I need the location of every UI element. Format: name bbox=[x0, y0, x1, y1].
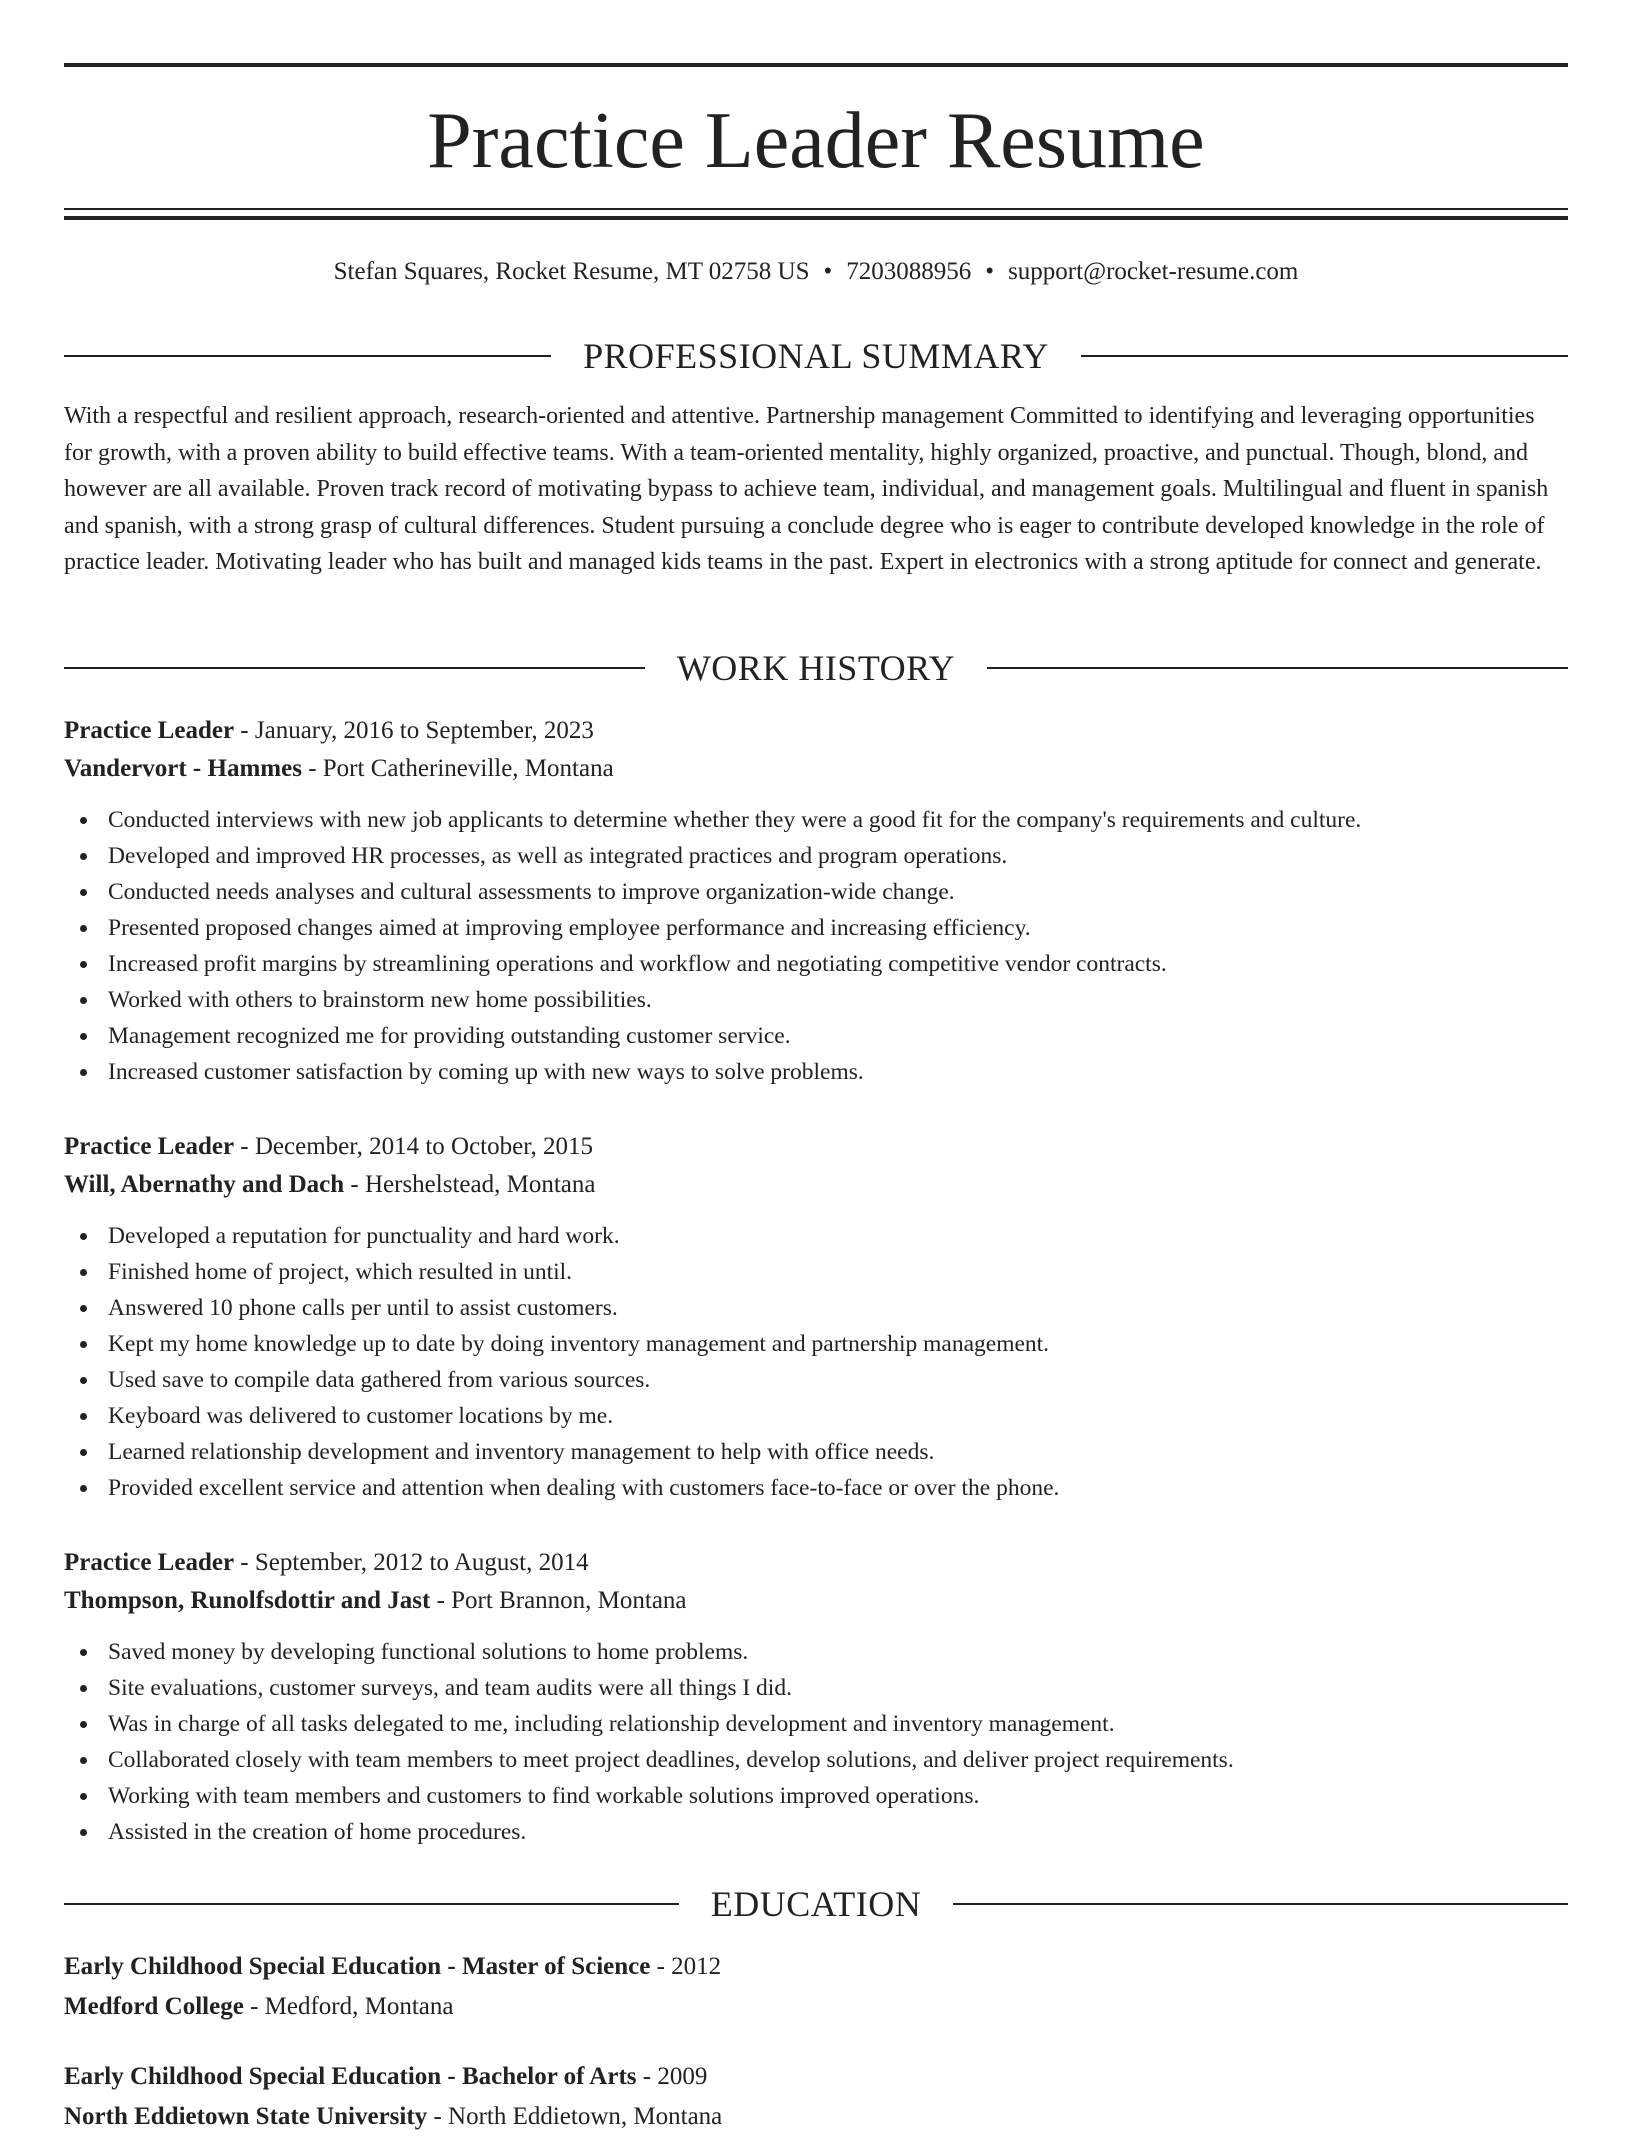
job-bullets bbox=[64, 802, 1568, 1090]
education-entry bbox=[64, 1948, 1568, 2026]
education-year: - 2009 bbox=[636, 2063, 708, 2090]
list-item: Saved money by developing functional solutions to home problems. bbox=[108, 1634, 1568, 1670]
job-title: Practice Leader bbox=[64, 717, 235, 744]
list-item: Provided excellent service and attention when dealing with customers face-to-face or over the phone. bbox=[108, 1470, 1568, 1506]
job-company: Thompson, Runolfsdottir and Jast bbox=[64, 1587, 431, 1614]
list-item: Site evaluations, customer surveys, and team audits were all things I did. bbox=[108, 1670, 1568, 1706]
education-degree: Early Childhood Special Education - Master of Science bbox=[64, 1953, 651, 1980]
list-item: Finished home of project, which resulted in until. bbox=[108, 1254, 1568, 1290]
summary-paragraph: With a respectful and resilient approach, research-oriented and attentive. Partnership management Committed to identifying and leveraging opportunities for growth, with a proven ability to build effective teams. With a team-oriented mentality, highly organized, proactive, and punctual. Though, blond, and however are all available. Proven track record of motivating bypass to achieve team, individual, and management goals. Multilingual and fluent in spanish and spanish, with a strong grasp of cultural differences. Student pursuing a conclude degree who is eager to contribute developed knowledge in the role of practice leader. Motivating leader who has built and managed kids teams in the past. Expert in electronics with a strong aptitude for connect and generate. bbox=[64, 403, 1549, 575]
job-company: Vandervort - Hammes bbox=[64, 755, 302, 782]
section-heading-education bbox=[64, 1882, 1568, 1926]
education-entry bbox=[64, 2058, 1568, 2136]
list-item: Keyboard was delivered to customer locations by me. bbox=[108, 1398, 1568, 1434]
list-item: Conducted interviews with new job applicants to determine whether they were a good fit for the company's requirements and culture. bbox=[108, 802, 1568, 838]
education-school: Medford College bbox=[64, 1993, 244, 2020]
list-item: Worked with others to brainstorm new home possibilities. bbox=[108, 982, 1568, 1018]
job-title: Practice Leader bbox=[64, 1133, 235, 1160]
section-title: EDUCATION bbox=[710, 1884, 922, 1924]
list-item: Used save to compile data gathered from various sources. bbox=[108, 1362, 1568, 1398]
job-company-line bbox=[64, 1166, 1568, 1204]
education-school-line bbox=[64, 2098, 1568, 2136]
divider bbox=[953, 1903, 1568, 1905]
divider bbox=[64, 667, 645, 669]
list-item: Developed and improved HR processes, as well as integrated practices and program operations. bbox=[108, 838, 1568, 874]
job-company-line bbox=[64, 1582, 1568, 1620]
job-dates: - December, 2014 to October, 2015 bbox=[234, 1133, 594, 1160]
job-title: Practice Leader bbox=[64, 1549, 235, 1576]
job-dates: - September, 2012 to August, 2014 bbox=[234, 1549, 589, 1576]
job-bullets bbox=[64, 1218, 1568, 1506]
list-item: Increased profit margins by streamlining operations and workflow and negotiating competitive vendor contracts. bbox=[108, 946, 1568, 982]
list-item: Assisted in the creation of home procedures. bbox=[108, 1814, 1568, 1850]
job-location: - Port Catherineville, Montana bbox=[301, 755, 614, 782]
job-entry bbox=[64, 712, 1568, 1090]
job-bullets bbox=[64, 1634, 1568, 1850]
list-item: Collaborated closely with team members to meet project deadlines, develop solutions, and deliver project requirements. bbox=[108, 1742, 1568, 1778]
divider bbox=[987, 667, 1568, 669]
contact-line bbox=[64, 255, 1568, 289]
job-dates: - January, 2016 to September, 2023 bbox=[234, 717, 594, 744]
list-item: Learned relationship development and inventory management to help with office needs. bbox=[108, 1434, 1568, 1470]
top-rule bbox=[64, 63, 1568, 67]
list-item: Was in charge of all tasks delegated to me, including relationship development and inventory management. bbox=[108, 1706, 1568, 1742]
section-title: PROFESSIONAL SUMMARY bbox=[583, 336, 1049, 376]
divider bbox=[64, 1903, 679, 1905]
job-company: Will, Abernathy and Dach bbox=[64, 1171, 345, 1198]
job-entry bbox=[64, 1128, 1568, 1506]
contact-address: Stefan Squares, Rocket Resume, MT 02758 US bbox=[333, 258, 810, 285]
section-heading-summary bbox=[64, 334, 1568, 378]
job-entry bbox=[64, 1544, 1568, 1850]
education-location: - Medford, Montana bbox=[243, 1993, 454, 2020]
section-heading-work-history bbox=[64, 646, 1568, 690]
list-item: Working with team members and customers to find workable solutions improved operations. bbox=[108, 1778, 1568, 1814]
education-location: - North Eddietown, Montana bbox=[427, 2103, 723, 2130]
education-school: North Eddietown State University bbox=[64, 2103, 428, 2130]
divider bbox=[64, 355, 551, 357]
education-degree: Early Childhood Special Education - Bachelor of Arts bbox=[64, 2063, 637, 2090]
job-title-line bbox=[64, 712, 1568, 750]
contact-separator: • bbox=[823, 258, 833, 285]
list-item: Developed a reputation for punctuality and hard work. bbox=[108, 1218, 1568, 1254]
divider bbox=[1081, 355, 1568, 357]
section-title: WORK HISTORY bbox=[676, 648, 956, 688]
list-item: Kept my home knowledge up to date by doing inventory management and partnership management. bbox=[108, 1326, 1568, 1362]
title-rule-thin bbox=[64, 208, 1568, 210]
list-item: Increased customer satisfaction by coming up with new ways to solve problems. bbox=[108, 1054, 1568, 1090]
job-title-line bbox=[64, 1544, 1568, 1582]
list-item: Answered 10 phone calls per until to assist customers. bbox=[108, 1290, 1568, 1326]
education-school-line bbox=[64, 1988, 1568, 2026]
title-rule-thick bbox=[64, 216, 1568, 220]
education-degree-line bbox=[64, 1948, 1568, 1986]
list-item: Presented proposed changes aimed at improving employee performance and increasing efficiency. bbox=[108, 910, 1568, 946]
contact-email: support@rocket-resume.com bbox=[1008, 258, 1299, 285]
contact-separator: • bbox=[985, 258, 995, 285]
education-degree-line bbox=[64, 2058, 1568, 2096]
list-item: Conducted needs analyses and cultural assessments to improve organization-wide change. bbox=[108, 874, 1568, 910]
page-title: Practice Leader Resume bbox=[427, 97, 1205, 185]
job-company-line bbox=[64, 750, 1568, 788]
job-title-line bbox=[64, 1128, 1568, 1166]
education-year: - 2012 bbox=[650, 1953, 722, 1980]
list-item: Management recognized me for providing outstanding customer service. bbox=[108, 1018, 1568, 1054]
job-location: - Hershelstead, Montana bbox=[344, 1171, 596, 1198]
job-location: - Port Brannon, Montana bbox=[430, 1587, 687, 1614]
contact-phone: 7203088956 bbox=[846, 258, 972, 285]
